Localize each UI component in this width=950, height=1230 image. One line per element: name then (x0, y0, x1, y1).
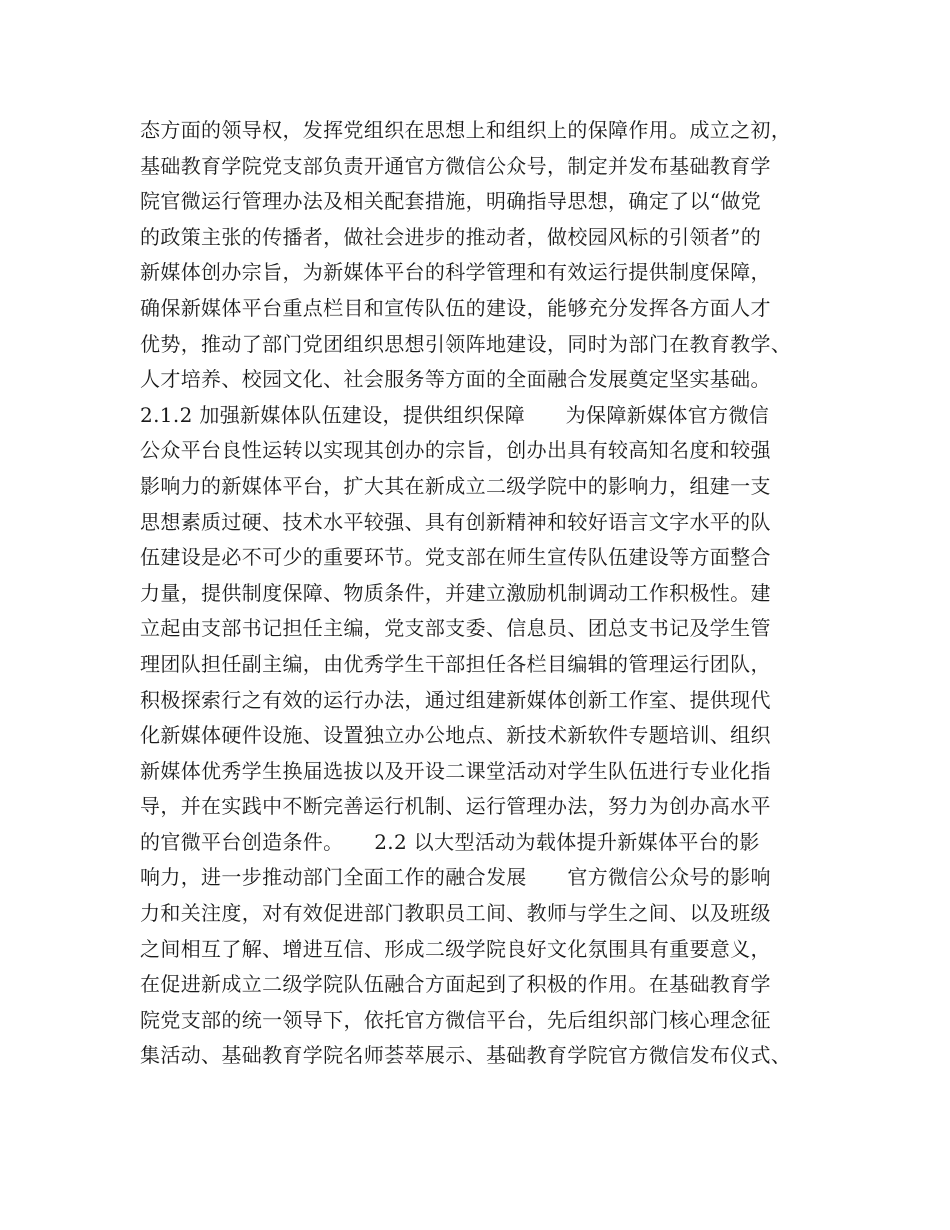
text-line: 力量，提供制度保障、物质条件，并建立激励机制调动工作积极性。建 (140, 580, 771, 605)
text-line: 力和关注度，对有效促进部门教职员工间、教师与学生之间、以及班级 (140, 901, 771, 926)
text-line: 院党支部的统一领导下，依托官方微信平台，先后组织部门核心理念征 (140, 1007, 771, 1032)
text-line: 公众平台良性运转以实现其创办的宗旨，创办出具有较高知名度和较强 (140, 438, 771, 463)
text-line: 基础教育学院党支部负责开通官方微信公众号，制定并发布基础教育学 (140, 153, 771, 178)
text-line: 新媒体创办宗旨，为新媒体平台的科学管理和有效运行提供制度保障， (140, 260, 771, 285)
text-line: 态方面的领导权，发挥党组织在思想上和组织上的保障作用。成立之初， (140, 118, 792, 142)
text-line: 积极探索行之有效的运行办法，通过组建新媒体创新工作室、提供现代 (140, 687, 771, 712)
text-line: 集活动、基础教育学院名师荟萃展示、基础教育学院官方微信发布仪式、 (140, 1043, 792, 1068)
section-heading-line: 2.1.2 加强新媒体队伍建设，提供组织保障 为保障新媒体官方微信 (140, 402, 770, 427)
text-line: 人才培养、校园文化、社会服务等方面的全面融合发展奠定坚实基础。 (140, 367, 771, 392)
text-line: 优势，推动了部门党团组织思想引领阵地建设，同时为部门在教育教学、 (140, 331, 792, 356)
text-line: 思想素质过硬、技术水平较强、具有创新精神和较好语言文字水平的队 (140, 509, 771, 534)
text-line: 伍建设是必不可少的重要环节。党支部在师生宣传队伍建设等方面整合 (140, 545, 771, 570)
text-line: 影响力的新媒体平台，扩大其在新成立二级学院中的影响力，组建一支 (140, 473, 771, 498)
body-text (140, 113, 840, 1074)
text-line: 理团队担任副主编，由优秀学生干部担任各栏目编辑的管理运行团队， (140, 651, 771, 676)
text-line: 导，并在实践中不断完善运行机制、运行管理办法，努力为创办高水平 (140, 794, 771, 819)
text-line: 立起由支部书记担任主编，党支部支委、信息员、团总支书记及学生管 (140, 616, 771, 641)
text-line: 新媒体优秀学生换届选拔以及开设二课堂活动对学生队伍进行专业化指 (140, 758, 771, 783)
text-line: 院官微运行管理办法及相关配套措施，明确指导思想，确定了以“做党 (140, 189, 762, 214)
section-heading-line: 响力，进一步推动部门全面工作的融合发展 官方微信公众号的影响 (140, 865, 771, 890)
text-line: 确保新媒体平台重点栏目和宣传队伍的建设，能够充分发挥各方面人才 (140, 295, 771, 320)
section-heading-line: 的官微平台创造条件。 2.2 以大型活动为载体提升新媒体平台的影 (140, 829, 760, 854)
text-line: 化新媒体硬件设施、设置独立办公地点、新技术新软件专题培训、组织 (140, 723, 771, 748)
text-line: 在促进新成立二级学院队伍融合方面起到了积极的作用。在基础教育学 (140, 972, 771, 997)
text-line: 的政策主张的传播者，做社会进步的推动者，做校园风标的引领者”的 (140, 224, 762, 249)
text-line: 之间相互了解、增进互信、形成二级学院良好文化氛围具有重要意义， (140, 936, 771, 961)
